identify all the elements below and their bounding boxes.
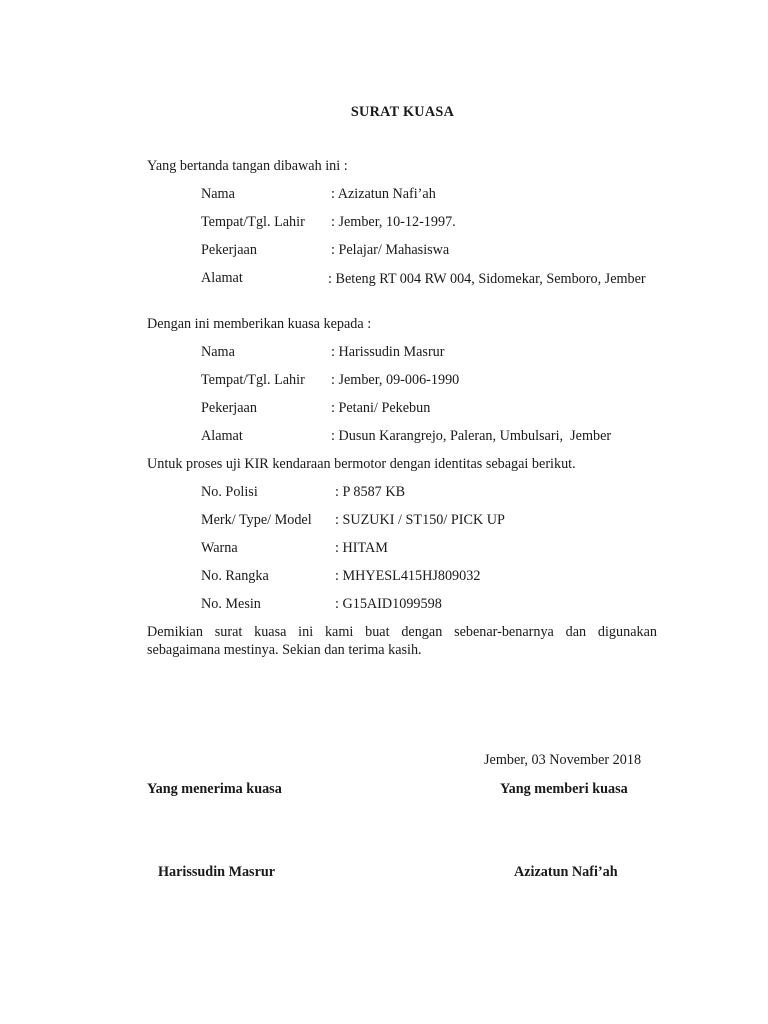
grantee-address-value: : Dusun Karangrejo, Paleran, Umbulsari, Jember — [331, 428, 612, 444]
vehicle-plate-label: No. Polisi — [201, 484, 258, 500]
grantor-name-value: : Azizatun Nafi’ah — [331, 186, 436, 202]
vehicle-chassis-value: : MHYESL415HJ809032 — [335, 568, 481, 584]
vehicle-model-value: : SUZUKI / ST150/ PICK UP — [335, 512, 505, 528]
grantee-address-label: Alamat — [201, 428, 243, 444]
grantee-job-label: Pekerjaan — [201, 400, 257, 416]
grantor-birth-label: Tempat/Tgl. Lahir — [201, 214, 305, 230]
giver-name: Azizatun Nafi’ah — [514, 864, 618, 880]
grantor-name-label: Nama — [201, 186, 235, 202]
place-date: Jember, 03 November 2018 — [484, 752, 642, 768]
vehicle-engine-label: No. Mesin — [201, 596, 261, 612]
vehicle-model-label: Merk/ Type/ Model — [201, 512, 312, 528]
vehicle-chassis-label: No. Rangka — [201, 568, 269, 584]
document-title: SURAT KUASA — [350, 104, 455, 120]
grantee-name-label: Nama — [201, 344, 235, 360]
vehicle-engine-value: : G15AID1099598 — [335, 596, 442, 612]
receiver-heading: Yang menerima kuasa — [147, 781, 282, 797]
grantee-job-value: : Petani/ Pekebun — [331, 400, 431, 416]
grantor-birth-value: : Jember, 10-12-1997. — [331, 214, 456, 230]
grantee-name-value: : Harissudin Masrur — [331, 344, 445, 360]
grantor-address-label: Alamat — [201, 270, 243, 286]
giver-heading: Yang memberi kuasa — [500, 781, 628, 797]
vehicle-color-value: : HITAM — [335, 540, 388, 556]
vehicle-plate-value: : P 8587 KB — [335, 484, 406, 500]
closing-paragraph: Demikian surat kuasa ini kami buat dengan sebenar-benarnya dan digunakan sebagaimana mestinya. Sekian dan terima kasih. — [147, 624, 657, 658]
grantor-job-label: Pekerjaan — [201, 242, 257, 258]
intro-text: Yang bertanda tangan dibawah ini : — [147, 158, 348, 174]
receiver-name: Harissudin Masrur — [158, 864, 276, 880]
grantee-birth-value: : Jember, 09-006-1990 — [331, 372, 460, 388]
grant-text: Dengan ini memberikan kuasa kepada : — [147, 316, 372, 332]
grantor-address-value: : Beteng RT 004 RW 004, Sidomekar, Semboro, Jember — [328, 271, 646, 287]
vehicle-color-label: Warna — [201, 540, 238, 556]
grantee-birth-label: Tempat/Tgl. Lahir — [201, 372, 305, 388]
purpose-text: Untuk proses uji KIR kendaraan bermotor dengan identitas sebagai berikut. — [147, 456, 576, 472]
grantor-job-value: : Pelajar/ Mahasiswa — [331, 242, 450, 258]
